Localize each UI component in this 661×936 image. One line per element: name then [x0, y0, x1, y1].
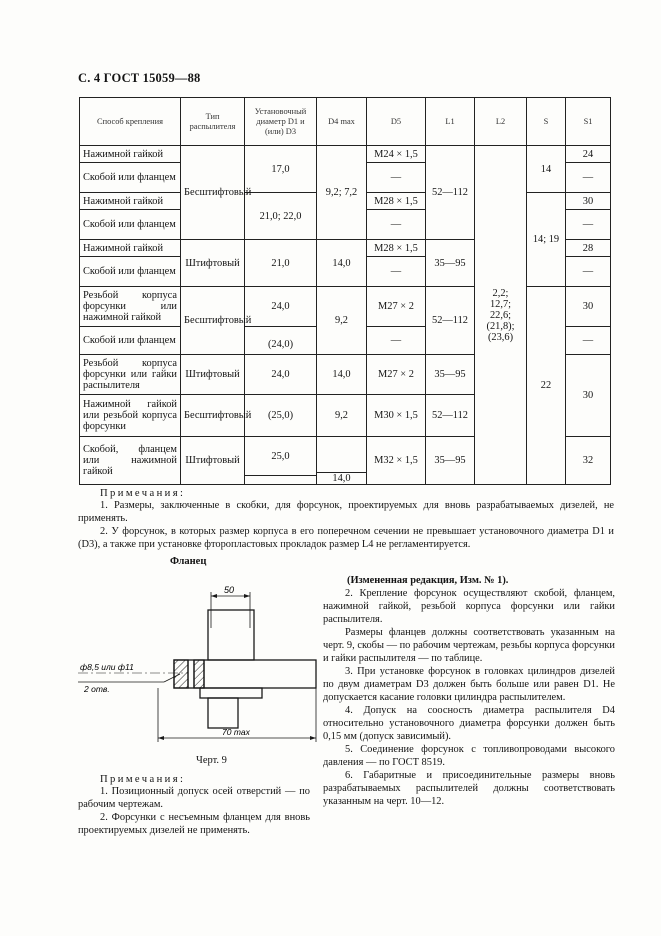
cell-install-diam: 25,0 [245, 437, 317, 476]
notes-heading: Примечания: [100, 774, 186, 785]
cell-d5: — [367, 327, 426, 355]
cell-s1: 32 [566, 437, 611, 485]
paragraph-2: 2. Крепление форсунок осуществляют скобой, фланцем, нажимной гайкой, резьбой корпуса форсунки или гайки распылителя. [323, 588, 615, 625]
cell-install-diam: 24,0 [245, 355, 317, 395]
cell-s1: — [566, 257, 611, 287]
table-header-row [80, 98, 611, 146]
col-header-install-diam: Установочный диаметр D1 и (или) D3 [245, 98, 317, 146]
col-header-d4: D4 max [317, 98, 367, 146]
page-header: С. 4 ГОСТ 15059—88 [78, 71, 201, 85]
paragraph-3: 3. При установке форсунок в головках цилиндров дизелей по двум диаметрам D3 должен быть больше или равен D1. Не допускается касание головки цилиндра распылителем. [323, 666, 615, 703]
cell-l2: 2,2; 12,7; 22,6; (21,8); (23,6) [475, 146, 527, 485]
cell-s: 14; 19 [527, 193, 566, 287]
note-1: 1. Размеры, заключенные в скобки, для форсунок, проектируемых для вновь разрабатываемых дизелей, не применять. [78, 500, 614, 524]
cell-d5: M27 × 2 [367, 287, 426, 327]
note-2: 2. У форсунок, в которых размер корпуса в его поперечном сечении не превышает установочного диаметра D1 и (D3), а также при установке фторопластовых прокладок размер L4 не регламентируется. [78, 526, 614, 550]
dim-label-top: 50 [224, 585, 235, 595]
cell-d5: — [367, 163, 426, 193]
edition-note: (Измененная редакция, Изм. № 1). [347, 575, 509, 586]
figure-notes [78, 774, 310, 837]
cell-type: Штифтовый [181, 355, 245, 395]
table-notes [78, 488, 614, 551]
cell-mount: Скобой или фланцем [80, 163, 181, 193]
cell-s: 22 [527, 287, 566, 485]
cell-mount: Резьбой корпуса форсунки или нажимной гайкой [80, 287, 181, 327]
cell-d5: M27 × 2 [367, 355, 426, 395]
dim-label-bottom: 70 max [222, 727, 250, 737]
cell-type: Бесштифтовый [181, 395, 245, 437]
cell-l1: 35—95 [426, 355, 475, 395]
cell-l1: 52—112 [426, 146, 475, 240]
cell-install-diam: (25,0) [245, 395, 317, 437]
note-2: 2. Форсунки с несъемным фланцем для вновь проектируемых дизелей не применять. [78, 812, 310, 836]
cell-d5: M24 × 1,5 [367, 146, 426, 163]
cell-type: Штифтовый [181, 240, 245, 287]
note-1: 1. Позиционный допуск осей отверстий — по рабочим чертежам. [78, 786, 310, 810]
cell-l1: 35—95 [426, 437, 475, 485]
cell-s1: 30 [566, 355, 611, 437]
paragraph-4: 4. Допуск на соосность диаметра распылителя D4 относительно установочного диаметра форсунки должен быть 0,15 мм (допуск зависимый). [323, 705, 615, 742]
cell-install-diam: 21,0 [245, 240, 317, 287]
cell-type: Штифтовый [181, 437, 245, 485]
cell-s1: — [566, 327, 611, 355]
cell-s1: — [566, 163, 611, 193]
cell-mount: Нажимной гайкой [80, 193, 181, 210]
nozzle-mount-table [79, 97, 611, 485]
cell-mount: Нажимной гайкой [80, 240, 181, 257]
cell-mount: Нажимной гайкой [80, 146, 181, 163]
col-header-d5: D5 [367, 98, 426, 146]
cell-mount: Нажимной гайкой или резьбой корпуса форсунки [80, 395, 181, 437]
cell-mount: Скобой, фланцем или нажимной гайкой [80, 437, 181, 485]
col-header-s1: S1 [566, 98, 611, 146]
cell-mount: Скобой или фланцем [80, 257, 181, 287]
cell-install-diam: 21,0; 22,0 [245, 193, 317, 240]
figure-caption: Черт. 9 [196, 755, 227, 766]
figure-title: Фланец [170, 556, 207, 567]
dim-label-count: 2 отв. [84, 684, 110, 694]
cell-d4: 9,2; 7,2 [317, 146, 367, 240]
col-header-l2: L2 [475, 98, 527, 146]
col-header-l1: L1 [426, 98, 475, 146]
cell-l1: 35—95 [426, 240, 475, 287]
cell-d5: M28 × 1,5 [367, 240, 426, 257]
cell-mount: Скобой или фланцем [80, 210, 181, 240]
cell-s1: 24 [566, 146, 611, 163]
col-header-mount: Способ крепления [80, 98, 181, 146]
col-header-type: Тип распылителя [181, 98, 245, 146]
cell-s1: 30 [566, 287, 611, 327]
cell-d5: M30 × 1,5 [367, 395, 426, 437]
cell-d4: 9,2 [317, 395, 367, 437]
cell-d4: 14,0 [317, 473, 367, 485]
flange-drawing [70, 570, 320, 755]
cell-d5: — [367, 257, 426, 287]
cell-s1: 28 [566, 240, 611, 257]
cell-install-diam: (24,0) [245, 327, 317, 355]
cell-d5: M28 × 1,5 [367, 193, 426, 210]
cell-s1: — [566, 210, 611, 240]
cell-type: Бесштифтовый [181, 146, 245, 240]
cell-s1: 30 [566, 193, 611, 210]
cell-mount: Скобой или фланцем [80, 327, 181, 355]
body-text [323, 574, 615, 808]
paragraph-2b: Размеры фланцев должны соответствовать указанным на черт. 9, скобы — по рабочим чертежам, резьбы корпуса форсунки и гайки распылителя — по таблице. [323, 627, 615, 664]
cell-l1: 52—112 [426, 287, 475, 355]
cell-type: Бесштифтовый [181, 287, 245, 355]
cell-install-diam: 24,0 [245, 287, 317, 327]
col-header-s: S [527, 98, 566, 146]
cell-d4: 14,0 [317, 240, 367, 287]
cell-s: 14 [527, 146, 566, 193]
cell-d4: 14,0 [317, 355, 367, 395]
cell-mount: Резьбой корпуса форсунки или гайки распылителя [80, 355, 181, 395]
cell-install-diam: 17,0 [245, 146, 317, 193]
notes-heading: Примечания: [100, 488, 186, 499]
cell-d5: M32 × 1,5 [367, 437, 426, 485]
cell-d5: — [367, 210, 426, 240]
cell-l1: 52—112 [426, 395, 475, 437]
dim-label-hole: ф8,5 или ф11 [80, 662, 134, 672]
table-row [80, 146, 611, 163]
table-row [80, 287, 611, 327]
paragraph-6: 6. Габаритные и присоединительные размеры вновь разрабатываемых распылителей должны соответствовать указанным на черт. 10—12. [323, 770, 615, 807]
paragraph-5: 5. Соединение форсунок с топливопроводами высокого давления — по ГОСТ 8519. [323, 744, 615, 768]
cell-d4: 9,2 [317, 287, 367, 355]
